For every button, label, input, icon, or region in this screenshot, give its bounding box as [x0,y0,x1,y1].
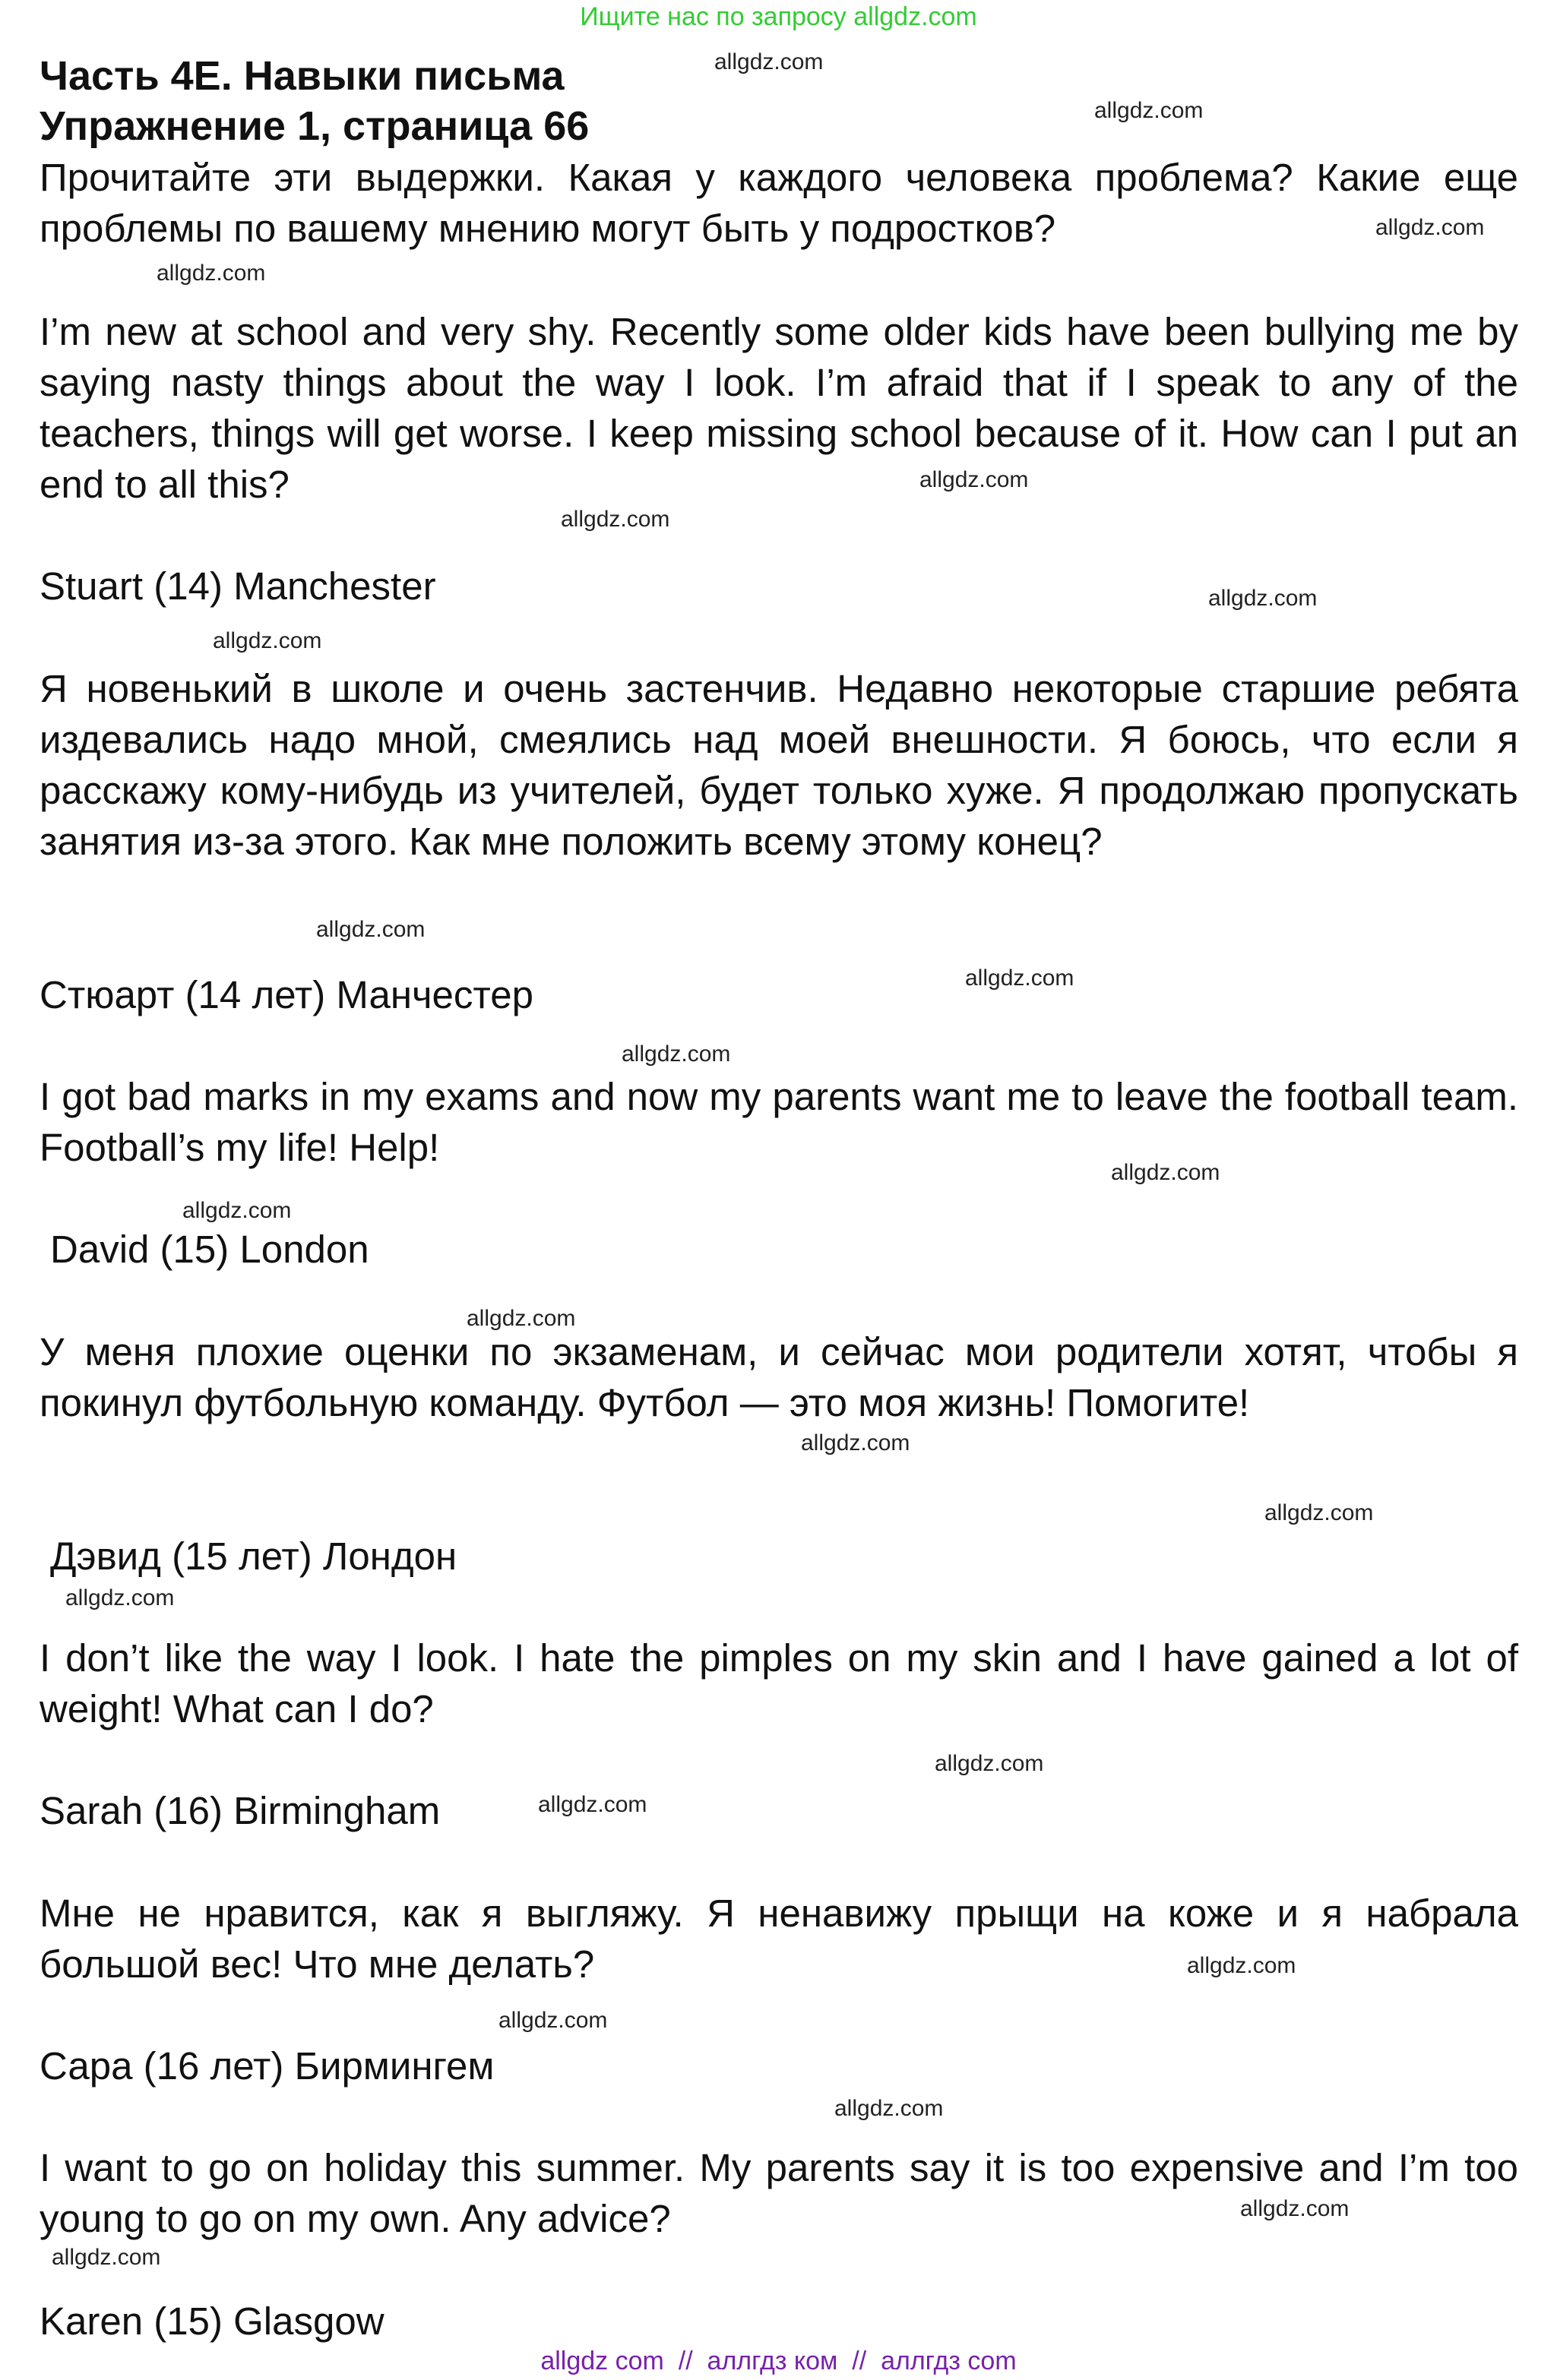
letter-2-russian-signature: Дэвид (15 лет) Лондон [50,1535,457,1578]
part-title: Часть 4E. Навыки письма [40,53,565,99]
watermark: allgdz.com [935,1751,1044,1776]
watermark: allgdz.com [316,917,426,942]
watermark: allgdz.com [1094,98,1204,123]
watermark: allgdz.com [498,2008,608,2033]
watermark: allgdz.com [714,49,824,74]
watermark: allgdz.com [834,2096,944,2121]
watermark: allgdz.com [1240,2196,1350,2221]
letter-1-russian-signature: Стюарт (14 лет) Манчестер [40,973,533,1016]
watermark: allgdz.com [65,1585,175,1610]
exercise-title: Упражнение 1, страница 66 [40,103,590,149]
letter-1-english: I’m new at school and very shy. Recently some older kids have been bullying me by saying nasty things about the way I look. I’m afraid that if I speak to any of the teachers, things will get worse. I keep missing school because of it. How can I put an end to all this? [40,310,1518,506]
watermark: allgdz.com [561,507,670,532]
top-banner: Ищите нас по запросу allgdz.com [580,2,977,31]
letter-1-russian: Я новенький в школе и очень застенчив. Недавно некоторые старшие ребята издевались надо мной, смеялись над моей внешности. Я боюсь, что если я расскажу кому-нибудь из учителей, будет только хуже. Я продолжаю пропускать занятия из-за этого. Как мне положить всему этому конец? [40,667,1518,863]
watermark: allgdz.com [1111,1160,1220,1185]
task-text: Прочитайте эти выдержки. Какая у каждого человека проблема? Какие еще проблемы по вашему мнению могут быть у подростков? [40,156,1518,250]
watermark: allgdz.com [52,2245,161,2270]
watermark: allgdz.com [1208,586,1318,611]
watermark: allgdz.com [801,1430,910,1455]
watermark: allgdz.com [1375,215,1485,240]
letter-4-english: I want to go on holiday this summer. My parents say it is too expensive and I’m too young to go on my own. Any advice? [40,2146,1518,2240]
letter-3-russian-signature: Сара (16 лет) Бирмингем [40,2044,495,2088]
letter-2-russian: У меня плохие оценки по экзаменам, и сейчас мои родители хотят, чтобы я покинул футбольную команду. Футбол — это моя жизнь! Помогите! [40,1330,1518,1424]
watermark: allgdz.com [467,1306,576,1331]
watermark: allgdz.com [1264,1500,1374,1525]
watermark: allgdz.com [622,1041,731,1067]
watermark: allgdz.com [919,467,1029,492]
letter-2-english: I got bad marks in my exams and now my parents want me to leave the football team. Football’s my life! Help! [40,1075,1518,1169]
letter-2-english-signature: David (15) London [50,1228,369,1271]
letter-4-english-signature: Karen (15) Glasgow [40,2299,385,2343]
watermark: allgdz.com [1187,1953,1296,1978]
watermark: allgdz.com [157,261,266,286]
letter-3-english: I don’t like the way I look. I hate the pimples on my skin and I have gained a lot of weight! What can I do? [40,1636,1518,1730]
watermark: allgdz.com [182,1198,292,1223]
letter-3-english-signature: Sarah (16) Birmingham [40,1789,441,1832]
footer-links: allgdz com // аллгдз ком // аллгдз com [540,2347,1017,2375]
letter-1-english-signature: Stuart (14) Manchester [40,564,436,608]
watermark: allgdz.com [538,1792,647,1817]
letter-3-russian: Мне не нравится, как я выгляжу. Я ненавижу прыщи на коже и я набрала большой вес! Что мне делать? [40,1892,1518,1986]
watermark: allgdz.com [213,628,322,653]
watermark: allgdz.com [965,966,1074,991]
